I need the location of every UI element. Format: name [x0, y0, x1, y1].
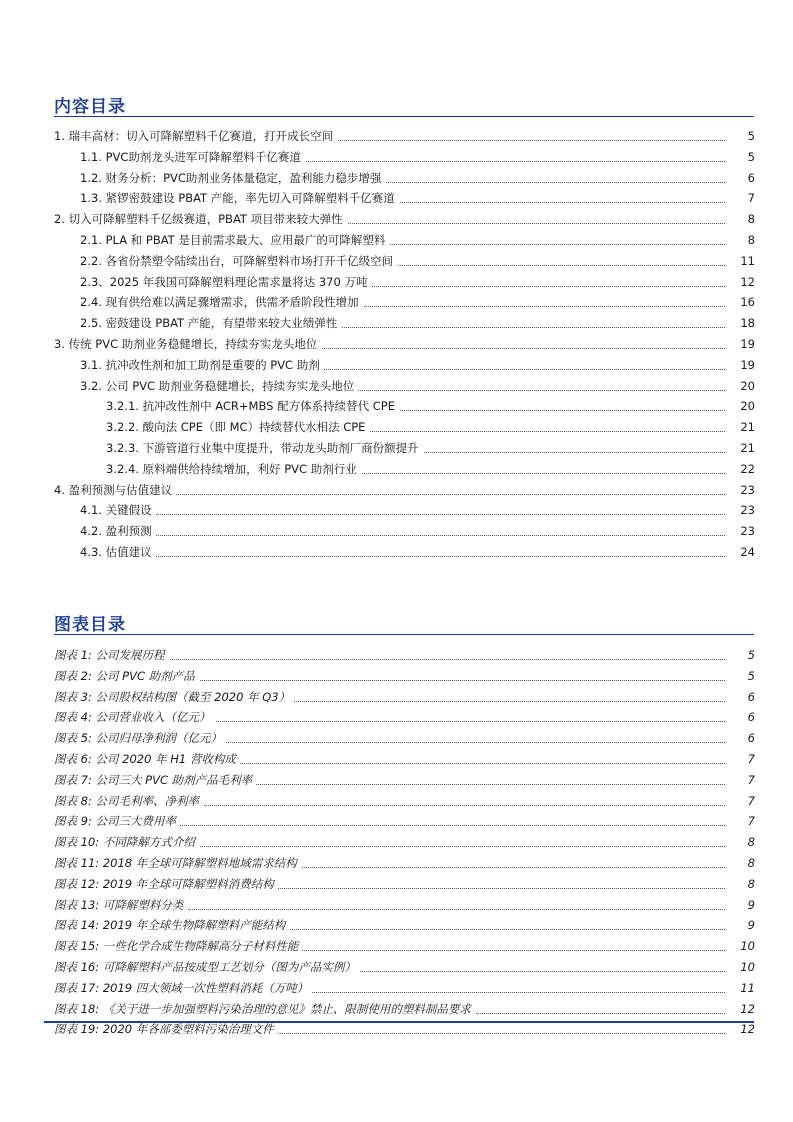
toc-entry[interactable]: [0, 480, 793, 500]
footer-rule: [44, 1021, 754, 1023]
toc-entry[interactable]: [0, 459, 793, 479]
figure-entry-page: 7: [725, 749, 755, 769]
toc-entry-label: 1.3. 紧锣密鼓建设 PBAT 产能，率先切入可降解塑料千亿赛道: [80, 188, 399, 208]
figure-entry-label: 图表 13: 可降解塑料分类: [54, 895, 187, 915]
toc-entry-label: 2.2. 各省份禁塑令陆续出台，可降解塑料市场打开千亿级空间: [80, 251, 397, 271]
toc-entry-page: 12: [725, 272, 755, 292]
figure-entry-label: 图表 6: 公司 2020 年 H1 营收构成: [54, 749, 240, 769]
toc-entry[interactable]: [0, 147, 793, 167]
figure-entry-page: 5: [725, 645, 755, 665]
figure-entry-label: 图表 9: 公司三大费用率: [54, 811, 180, 831]
figure-entry-page: 8: [725, 832, 755, 852]
figure-entry-label: 图表 15: 一些化学合成生物降解高分子材料性能: [54, 936, 302, 956]
toc-entry-page: 22: [725, 459, 755, 479]
toc-entry[interactable]: [0, 230, 793, 250]
toc-entry[interactable]: [0, 376, 793, 396]
toc-entry-label: 1. 瑞丰高材：切入可降解塑料千亿赛道，打开成长空间: [54, 126, 337, 146]
toc-entry-page: 19: [725, 355, 755, 375]
figure-entry-page: 6: [725, 707, 755, 727]
figure-entry-page: 5: [725, 666, 755, 686]
toc-entry-page: 20: [725, 396, 755, 416]
toc-entry[interactable]: [0, 396, 793, 416]
figure-entry-label: 图表 16: 可降解塑料产品按成型工艺划分（图为产品实例）: [54, 957, 360, 977]
toc-entry-label: 2.4. 现有供给难以满足骤增需求，供需矛盾阶段性增加: [80, 292, 363, 312]
toc-entry-page: 23: [725, 500, 755, 520]
toc-entry[interactable]: [0, 313, 793, 333]
toc-entry-page: 8: [725, 230, 755, 250]
toc-entry-label: 3. 传统 PVC 助剂业务稳健增长，持续夯实龙头地位: [54, 334, 321, 354]
toc-entry-label: 1.1. PVC助剂龙头进军可降解塑料千亿赛道: [80, 147, 305, 167]
toc-entry-page: 6: [725, 168, 755, 188]
toc-entry-page: 19: [725, 334, 755, 354]
toc-entry-label: 4. 盈利预测与估值建议: [54, 480, 176, 500]
toc-entry-page: 21: [725, 438, 755, 458]
toc-entry[interactable]: [0, 209, 793, 229]
figure-entry-label: 图表 12: 2019 年全球可降解塑料消费结构: [54, 874, 278, 894]
figure-entry[interactable]: [0, 645, 793, 665]
toc-entry[interactable]: [0, 438, 793, 458]
toc-entry-label: 1.2. 财务分析：PVC助剂业务体量稳定，盈利能力稳步增强: [80, 168, 385, 188]
figure-entry-label: 图表 18: 《关于进一步加强塑料污染治理的意见》禁止、限制使用的塑料制品要求: [54, 999, 475, 1019]
toc-entry-label: 2.5. 密鼓建设 PBAT 产能，有望带来较大业绩弹性: [80, 313, 341, 333]
toc-entry-page: 18: [725, 313, 755, 333]
toc-entry[interactable]: [0, 292, 793, 312]
figure-entry[interactable]: [0, 791, 793, 811]
figure-entry-page: 6: [725, 687, 755, 707]
toc-entry-page: 21: [725, 417, 755, 437]
toc-entry-page: 23: [725, 521, 755, 541]
toc-entry-page: 24: [725, 542, 755, 562]
toc-leader-dots: [80, 500, 751, 515]
figure-entry-page: 11: [725, 978, 755, 998]
figure-entry-label: 图表 11: 2018 年全球可降解塑料地域需求结构: [54, 853, 301, 873]
figure-entry[interactable]: [0, 874, 793, 894]
figure-entry-page: 12: [725, 1019, 755, 1039]
figure-entry-page: 9: [725, 895, 755, 915]
figure-entry-page: 9: [725, 915, 755, 935]
figure-entry-label: 图表 8: 公司毛利率、净利率: [54, 791, 203, 811]
figure-entry[interactable]: [0, 666, 793, 686]
figure-entry-label: 图表 10: 不同降解方式介绍: [54, 832, 199, 852]
toc-entry[interactable]: [0, 542, 793, 562]
toc-entry-label: 4.1. 关键假设: [80, 500, 156, 520]
toc-entry-page: 16: [725, 292, 755, 312]
figure-entry-page: 7: [725, 811, 755, 831]
figure-entry-page: 8: [725, 853, 755, 873]
figure-entry[interactable]: [0, 915, 793, 935]
toc-entry-label: 3.1. 抗冲改性剂和加工助剂是重要的 PVC 助剂: [80, 355, 324, 375]
toc-heading: 内容目录: [54, 97, 126, 117]
toc-entry-label: 3.2.2. 酸向法 CPE（即 MC）持续替代水相法 CPE: [106, 417, 369, 437]
figure-entry[interactable]: [0, 936, 793, 956]
figure-entry[interactable]: [0, 978, 793, 998]
figure-entry-label: 图表 4: 公司营业收入（亿元）: [54, 707, 215, 727]
toc-entry-page: 5: [725, 147, 755, 167]
toc-entry-label: 3.2.1. 抗冲改性剂中 ACR+MBS 配方体系持续替代 CPE: [106, 396, 399, 416]
toc-entry-page: 5: [725, 126, 755, 146]
toc-entry-label: 4.3. 估值建议: [80, 542, 156, 562]
figure-entry-label: 图表 7: 公司三大 PVC 助剂产品毛利率: [54, 770, 256, 790]
figure-entry-page: 6: [725, 728, 755, 748]
figure-entry-page: 12: [725, 999, 755, 1019]
figure-entry-page: 10: [725, 936, 755, 956]
toc-entry-label: 2.1. PLA 和 PBAT 是目前需求最大、应用最广的可降解塑料: [80, 230, 389, 250]
figure-entry-label: 图表 1: 公司发展历程: [54, 645, 169, 665]
figure-entry[interactable]: [0, 999, 793, 1019]
figure-entry[interactable]: [0, 687, 793, 707]
toc-entry[interactable]: [0, 521, 793, 541]
figures-heading-rule: [54, 634, 754, 635]
toc-entry[interactable]: [0, 272, 793, 292]
toc-entry-page: 23: [725, 480, 755, 500]
figure-entry-page: 7: [725, 770, 755, 790]
toc-entry[interactable]: [0, 500, 793, 520]
toc-entry[interactable]: [0, 188, 793, 208]
figures-heading: 图表目录: [54, 615, 126, 635]
toc-leader-dots: [80, 542, 751, 557]
figure-entry-page: 7: [725, 791, 755, 811]
figure-entry[interactable]: [0, 895, 793, 915]
toc-heading-rule: [54, 116, 754, 117]
toc-entry-label: 2. 切入可降解塑料千亿级赛道，PBAT 项目带来较大弹性: [54, 209, 347, 229]
toc-entry-label: 4.2. 盈利预测: [80, 521, 156, 541]
figure-entry[interactable]: [0, 749, 793, 769]
figure-entry-page: 10: [725, 957, 755, 977]
toc-entry-label: 3.2.3. 下游管道行业集中度提升，带动龙头助剂厂商份额提升: [106, 438, 423, 458]
toc-entry-page: 8: [725, 209, 755, 229]
toc-entry-label: 3.2. 公司 PVC 助剂业务稳健增长，持续夯实龙头地位: [80, 376, 358, 396]
toc-entry[interactable]: [0, 168, 793, 188]
toc-entry-page: 7: [725, 188, 755, 208]
toc-entry-label: 2.3、2025 年我国可降解塑料理论需求量将达 370 万吨: [80, 272, 371, 292]
figure-entry[interactable]: [0, 832, 793, 852]
figure-entry-label: 图表 19: 2020 年各部委塑料污染治理文件: [54, 1019, 278, 1039]
toc-entry-page: 20: [725, 376, 755, 396]
figure-entry-label: 图表 17: 2019 四大领域一次性塑料消耗（万吨）: [54, 978, 312, 998]
figure-entry[interactable]: [0, 853, 793, 873]
figure-entry[interactable]: [0, 728, 793, 748]
toc-entry[interactable]: [0, 417, 793, 437]
toc-entry-page: 11: [725, 251, 755, 271]
figure-entry-label: 图表 5: 公司归母净利润（亿元）: [54, 728, 226, 748]
figure-entry-label: 图表 2: 公司 PVC 助剂产品: [54, 666, 199, 686]
figure-entry[interactable]: [0, 957, 793, 977]
figure-entry-label: 图表 14: 2019 年全球生物降解塑料产能结构: [54, 915, 289, 935]
toc-leader-dots: [80, 521, 751, 536]
figure-entry-label: 图表 3: 公司股权结构图（截至 2020 年 Q3）: [54, 687, 294, 707]
toc-entry[interactable]: [0, 251, 793, 271]
toc-entry[interactable]: [0, 126, 793, 146]
figure-entry-page: 8: [725, 874, 755, 894]
figure-entry[interactable]: [0, 770, 793, 790]
toc-entry[interactable]: [0, 334, 793, 354]
figure-entry[interactable]: [0, 811, 793, 831]
toc-entry-label: 3.2.4. 原料端供给持续增加，利好 PVC 助剂行业: [106, 459, 361, 479]
figure-entry[interactable]: [0, 707, 793, 727]
toc-entry[interactable]: [0, 355, 793, 375]
